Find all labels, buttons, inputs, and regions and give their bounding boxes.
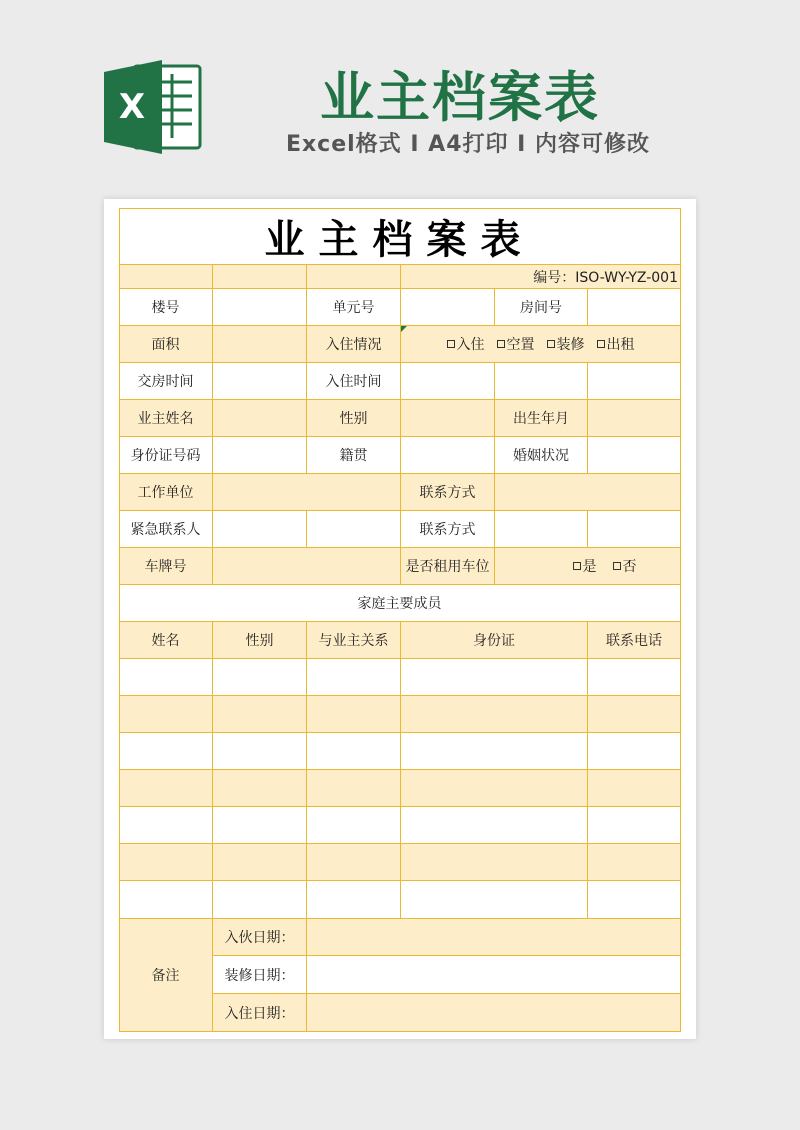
label-owner-name: 业主姓名 bbox=[119, 400, 213, 437]
blank-cell[interactable] bbox=[588, 511, 681, 548]
family-cell[interactable] bbox=[401, 844, 588, 881]
owner-record-form bbox=[119, 208, 681, 1032]
checkbox-icon[interactable] bbox=[497, 340, 505, 348]
form-title: 业主档案表 bbox=[119, 208, 681, 265]
label-handover-date: 入伙日期： bbox=[213, 919, 307, 956]
family-cell[interactable] bbox=[307, 807, 401, 844]
page-title: 业主档案表 bbox=[320, 66, 600, 129]
family-header-relation: 与业主关系 bbox=[307, 622, 401, 659]
family-header-name: 姓名 bbox=[119, 622, 213, 659]
family-cell[interactable] bbox=[119, 696, 213, 733]
checkbox-icon[interactable] bbox=[447, 340, 455, 348]
label-area: 面积 bbox=[119, 326, 213, 363]
label-native-place: 籍贯 bbox=[307, 437, 401, 474]
family-cell[interactable] bbox=[588, 844, 681, 881]
input-employer[interactable] bbox=[213, 474, 401, 511]
label-plate: 车牌号 bbox=[119, 548, 213, 585]
family-cell[interactable] bbox=[307, 659, 401, 696]
family-cell[interactable] bbox=[588, 659, 681, 696]
label-id-number: 身份证号码 bbox=[119, 437, 213, 474]
family-cell[interactable] bbox=[401, 696, 588, 733]
parking-options bbox=[495, 548, 681, 585]
family-cell[interactable] bbox=[213, 696, 307, 733]
blank-cell[interactable] bbox=[307, 511, 401, 548]
input-marital[interactable] bbox=[588, 437, 681, 474]
input-move-in-date[interactable] bbox=[307, 994, 681, 1032]
occupancy-option-label: 装修 bbox=[556, 337, 585, 353]
label-room: 房间号 bbox=[495, 289, 588, 326]
input-move-in-time[interactable] bbox=[401, 363, 495, 400]
label-parking: 是否租用车位 bbox=[401, 548, 495, 585]
form-code: 编号：ISO-WY-YZ-001 bbox=[401, 265, 681, 289]
label-occupancy: 入住情况 bbox=[307, 326, 401, 363]
family-cell[interactable] bbox=[119, 770, 213, 807]
occupancy-options bbox=[401, 326, 681, 363]
family-cell[interactable] bbox=[213, 733, 307, 770]
code-row-blank-cell[interactable] bbox=[213, 265, 307, 289]
parking-option-no[interactable] bbox=[613, 556, 637, 576]
label-renovation-date: 装修日期： bbox=[213, 956, 307, 994]
label-contact: 联系方式 bbox=[401, 474, 495, 511]
label-move-in-date: 入住日期： bbox=[213, 994, 307, 1032]
checkbox-icon[interactable] bbox=[613, 562, 621, 570]
input-building[interactable] bbox=[213, 289, 307, 326]
family-header-gender: 性别 bbox=[213, 622, 307, 659]
label-gender: 性别 bbox=[307, 400, 401, 437]
label-unit: 单元号 bbox=[307, 289, 401, 326]
code-row-blank-cell[interactable] bbox=[119, 265, 213, 289]
excel-icon bbox=[104, 58, 204, 156]
input-handover-date[interactable] bbox=[307, 919, 681, 956]
family-cell[interactable] bbox=[401, 659, 588, 696]
label-handover-time: 交房时间 bbox=[119, 363, 213, 400]
occupancy-option-label: 空置 bbox=[506, 337, 535, 353]
family-cell[interactable] bbox=[119, 659, 213, 696]
label-emergency-contact: 紧急联系人 bbox=[119, 511, 213, 548]
parking-option-label: 是 bbox=[582, 559, 597, 575]
family-cell[interactable] bbox=[213, 881, 307, 919]
input-contact[interactable] bbox=[495, 474, 681, 511]
family-cell[interactable] bbox=[213, 807, 307, 844]
input-room[interactable] bbox=[588, 289, 681, 326]
input-plate[interactable] bbox=[213, 548, 401, 585]
label-birth: 出生年月 bbox=[495, 400, 588, 437]
blank-cell[interactable] bbox=[588, 363, 681, 400]
occupancy-option[interactable] bbox=[447, 334, 485, 354]
input-gender[interactable] bbox=[401, 400, 495, 437]
label-remarks: 备注 bbox=[119, 919, 213, 1032]
cell-comment-marker-icon bbox=[401, 326, 407, 332]
family-cell[interactable] bbox=[307, 881, 401, 919]
checkbox-icon[interactable] bbox=[547, 340, 555, 348]
family-cell[interactable] bbox=[588, 696, 681, 733]
family-cell[interactable] bbox=[401, 733, 588, 770]
input-area[interactable] bbox=[213, 326, 307, 363]
family-cell[interactable] bbox=[213, 844, 307, 881]
family-cell[interactable] bbox=[588, 807, 681, 844]
label-employer: 工作单位 bbox=[119, 474, 213, 511]
occupancy-option-label: 出租 bbox=[606, 337, 635, 353]
family-cell[interactable] bbox=[307, 770, 401, 807]
checkbox-icon[interactable] bbox=[573, 562, 581, 570]
family-cell[interactable] bbox=[588, 733, 681, 770]
label-emergency-phone: 联系方式 bbox=[401, 511, 495, 548]
family-cell[interactable] bbox=[307, 844, 401, 881]
page-subtitle: Excel格式 I A4打印 I 内容可修改 bbox=[285, 132, 651, 157]
input-unit[interactable] bbox=[401, 289, 495, 326]
family-cell[interactable] bbox=[401, 770, 588, 807]
family-cell[interactable] bbox=[307, 696, 401, 733]
family-cell[interactable] bbox=[119, 881, 213, 919]
blank-cell[interactable] bbox=[495, 363, 588, 400]
code-row-blank-cell[interactable] bbox=[307, 265, 401, 289]
occupancy-option[interactable] bbox=[547, 334, 585, 354]
family-cell[interactable] bbox=[588, 881, 681, 919]
family-section-title: 家庭主要成员 bbox=[119, 585, 681, 622]
family-header-phone: 联系电话 bbox=[588, 622, 681, 659]
family-cell[interactable] bbox=[213, 770, 307, 807]
family-cell[interactable] bbox=[307, 733, 401, 770]
occupancy-option[interactable] bbox=[497, 334, 535, 354]
input-handover-time[interactable] bbox=[213, 363, 307, 400]
label-building: 楼号 bbox=[119, 289, 213, 326]
label-move-in-time: 入住时间 bbox=[307, 363, 401, 400]
input-id-number[interactable] bbox=[213, 437, 307, 474]
family-header-id: 身份证 bbox=[401, 622, 588, 659]
occupancy-option[interactable] bbox=[597, 334, 635, 354]
parking-option-yes[interactable] bbox=[573, 556, 597, 576]
parking-option-label: 否 bbox=[622, 559, 637, 575]
checkbox-icon[interactable] bbox=[597, 340, 605, 348]
occupancy-option-label: 入住 bbox=[456, 337, 485, 353]
family-cell[interactable] bbox=[119, 844, 213, 881]
excel-logo-letter: X bbox=[118, 87, 146, 127]
family-cell[interactable] bbox=[119, 807, 213, 844]
input-emergency-phone[interactable] bbox=[495, 511, 588, 548]
input-owner-name[interactable] bbox=[213, 400, 307, 437]
family-cell[interactable] bbox=[401, 881, 588, 919]
input-emergency-contact[interactable] bbox=[213, 511, 307, 548]
label-marital: 婚姻状况 bbox=[495, 437, 588, 474]
family-cell[interactable] bbox=[119, 733, 213, 770]
input-renovation-date[interactable] bbox=[307, 956, 681, 994]
input-birth[interactable] bbox=[588, 400, 681, 437]
family-cell[interactable] bbox=[401, 807, 588, 844]
family-cell[interactable] bbox=[213, 659, 307, 696]
input-native-place[interactable] bbox=[401, 437, 495, 474]
family-cell[interactable] bbox=[588, 770, 681, 807]
